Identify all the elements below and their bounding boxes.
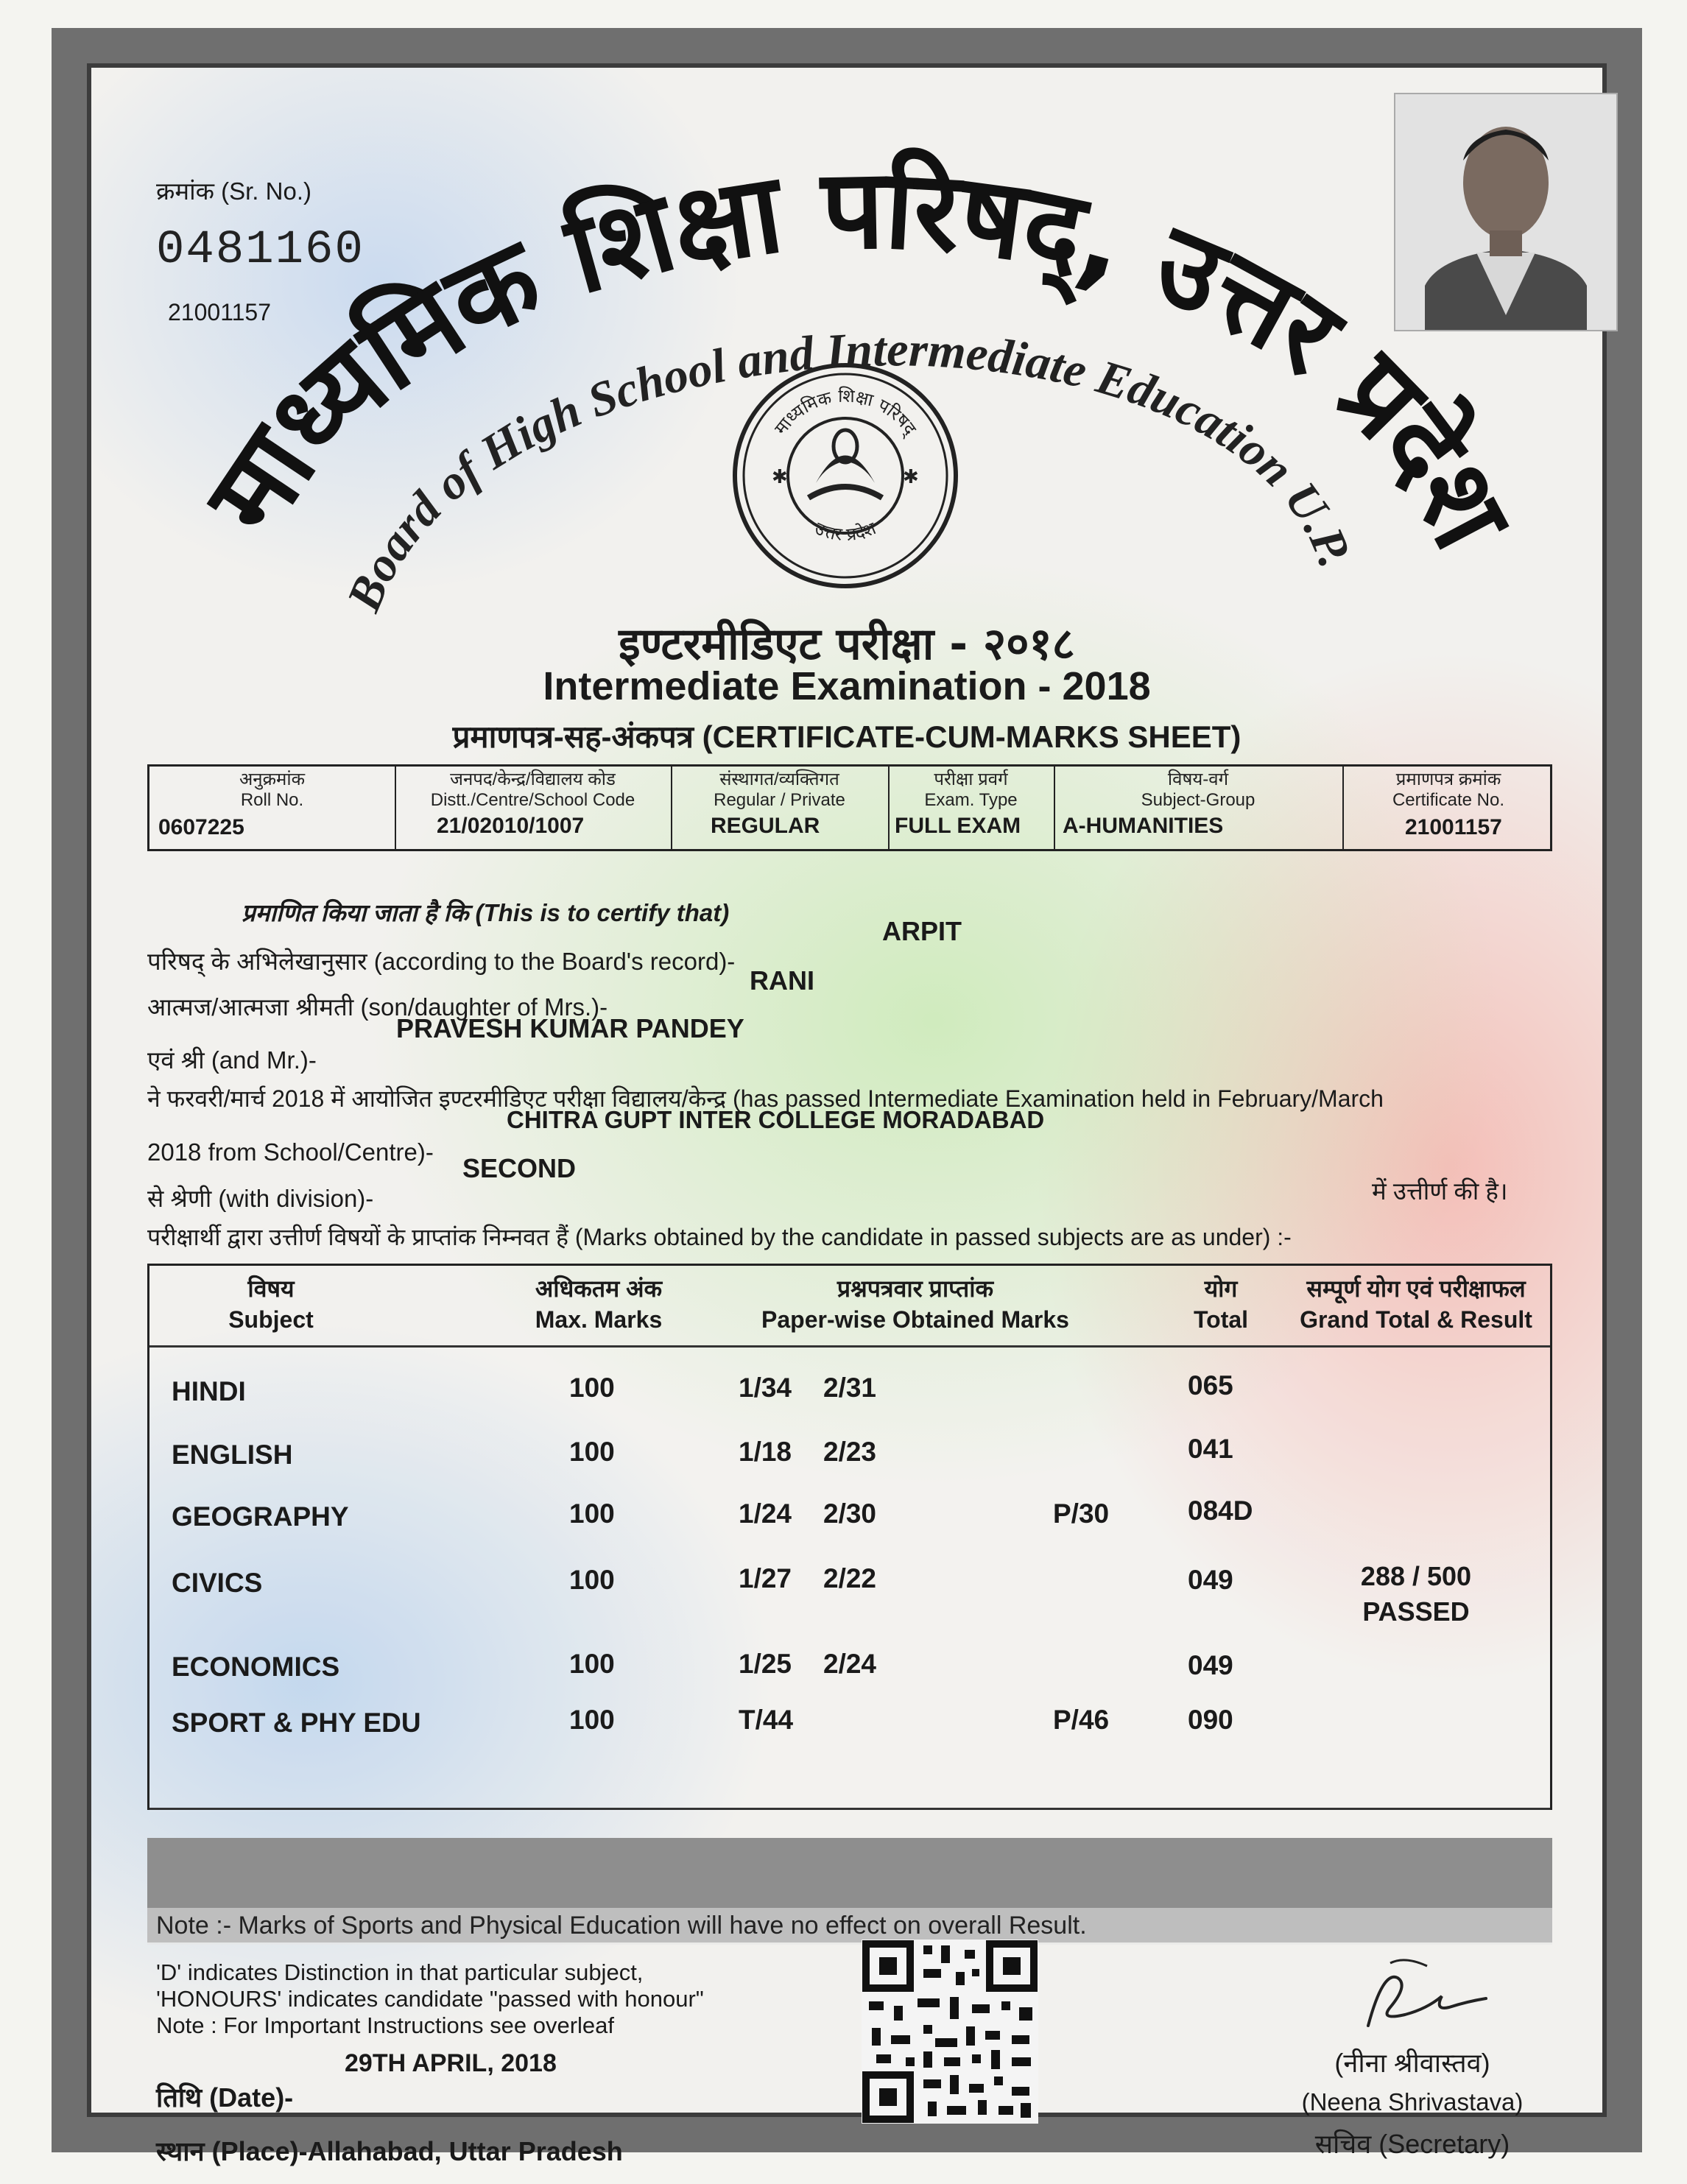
svg-text:✱: ✱: [772, 465, 788, 487]
passed-suffix: में उत्तीर्ण की है।: [1372, 1177, 1508, 1205]
row-paper-2: 2/23: [823, 1437, 877, 1467]
row-subject: SPORT & PHY EDU: [172, 1708, 421, 1738]
row-subject: ECONOMICS: [172, 1652, 340, 1682]
marks-intro: परीक्षार्थी द्वारा उत्तीर्ण विषयों के प्राप्तांक निम्नवत हैं (Marks obtained by the candidate in passed subjects are as under) :-: [147, 1224, 1292, 1250]
row-practical: P/46: [1053, 1705, 1110, 1735]
board-seal: [728, 358, 963, 593]
candidate-name: ARPIT: [882, 916, 962, 946]
header-max-marks: अधिकतम अंक Max. Marks: [535, 1275, 663, 1333]
grand-total-result: [1313, 1559, 1519, 1630]
from-label: 2018 from School/Centre)-: [147, 1138, 434, 1166]
father-label: एवं श्री (and Mr.)-: [147, 1046, 317, 1074]
serial-number: 0481160: [156, 224, 364, 277]
passed-label: ने फरवरी/मार्च 2018 में आयोजित इण्टरमीडिएट परीक्षा विद्यालय/केन्द्र (has passed Intermediate Examination held in February/March: [147, 1085, 1384, 1112]
row-paper-1: 1/25: [739, 1649, 792, 1679]
row-total: 049: [1188, 1565, 1233, 1595]
row-paper-2: 2/31: [823, 1373, 877, 1403]
row-total: 084D: [1188, 1496, 1253, 1526]
instructions-note: Note : For Important Instructions see overleaf: [156, 2012, 614, 2038]
serial-label: क्रमांक (Sr. No.): [156, 177, 311, 205]
issue-place: Allahabad, Uttar Pradesh: [307, 2136, 623, 2166]
board-english-name: Board of High School and Intermediate Education U.P.: [337, 323, 1363, 619]
svg-text:✱: ✱: [903, 465, 919, 487]
exam-type: FULL EXAM: [895, 814, 1021, 838]
row-paper-1: 1/34: [739, 1373, 792, 1403]
sports-note: Note :- Marks of Sports and Physical Education will have no effect on overall Result.: [156, 1912, 1087, 1940]
svg-text:उत्तर प्रदेश: [811, 518, 879, 545]
father-name: PRAVESH KUMAR PANDEY: [396, 1013, 744, 1043]
svg-text:माध्यमिक शिक्षा परिषद्: [770, 386, 921, 441]
row-total: 041: [1188, 1434, 1233, 1464]
seal-bottom-text: उत्तर प्रदेश: [811, 518, 879, 546]
exam-title-hindi: इण्टरमीडिएट परीक्षा - २०१८: [619, 619, 1075, 670]
qr-code: [862, 1940, 1038, 2124]
exam-title-english: Intermediate Examination - 2018: [543, 664, 1151, 708]
row-max: 100: [569, 1649, 615, 1679]
row-max: 100: [569, 1705, 615, 1735]
header-paper-wise: प्रश्नपत्रवार प्राप्तांक Paper-wise Obtained Marks: [761, 1275, 1069, 1333]
info-header-certificate: प्रमाणपत्र क्रमांक Certificate No.: [1392, 769, 1505, 810]
division-label: से श्रेणी (with division)-: [147, 1185, 374, 1212]
seal-top-text: माध्यमिक शिक्षा परिषद्: [770, 385, 921, 439]
info-header-regular: संस्थागत/व्यक्तिगत Regular / Private: [714, 769, 845, 810]
info-header-subject-group: विषय-वर्ग Subject-Group: [1141, 769, 1255, 810]
info-header-code: जनपद/केन्द्र/विद्यालय कोड Distt./Centre/School Code: [430, 769, 635, 810]
secretary-name-english: (Neena Shrivastava): [1301, 2088, 1524, 2116]
place-line: [156, 2132, 623, 2169]
row-paper-1: 1/18: [739, 1437, 792, 1467]
row-total: 065: [1188, 1370, 1233, 1401]
school-code: 21/02010/1007: [437, 814, 585, 838]
row-max: 100: [569, 1373, 615, 1403]
row-subject: GEOGRAPHY: [172, 1501, 349, 1532]
subject-group: A-HUMANITIES: [1063, 814, 1224, 838]
secretary-signature: [1339, 1956, 1501, 2044]
record-label: परिषद् के अभिलेखानुसार (according to the Board's record)-: [147, 948, 736, 975]
date-label: तिथि (Date)-: [156, 2082, 294, 2113]
row-max: 100: [569, 1498, 615, 1529]
header-total: योग Total: [1193, 1275, 1249, 1333]
certify-heading: प्रमाणित किया जाता है कि (This is to certify that): [242, 899, 730, 926]
row-max: 100: [569, 1437, 615, 1467]
result: PASSED: [1362, 1596, 1470, 1627]
row-paper-2: 2/30: [823, 1498, 877, 1529]
roll-number: 0607225: [158, 815, 244, 839]
mother-name: RANI: [750, 965, 814, 996]
footer-notes: [156, 1959, 704, 2039]
row-subject: CIVICS: [172, 1568, 263, 1598]
info-table: [147, 764, 1552, 851]
row-paper-1: 1/24: [739, 1498, 792, 1529]
row-subject: ENGLISH: [172, 1440, 293, 1470]
board-hindi-name: माध्यमिक शिक्षा परिषद्, उत्तर प्रदेश: [181, 145, 1535, 568]
row-subject: HINDI: [172, 1376, 246, 1406]
marksheet: [52, 28, 1642, 2166]
division: SECOND: [462, 1153, 577, 1183]
row-total: 090: [1188, 1705, 1233, 1735]
grand-total: 288 / 500: [1360, 1561, 1472, 1591]
exam-subtitle: प्रमाणपत्र-सह-अंकपत्र (CERTIFICATE-CUM-MARKS SHEET): [452, 719, 1242, 754]
row-practical: P/30: [1053, 1498, 1110, 1529]
header-grand-total: सम्पूर्ण योग एवं परीक्षाफल Grand Total & Result: [1300, 1275, 1532, 1333]
row-max: 100: [569, 1565, 615, 1595]
row-paper-2: 2/22: [823, 1563, 877, 1593]
header-subject: विषय Subject: [228, 1275, 314, 1333]
row-total: 049: [1188, 1650, 1233, 1680]
candidate-type: REGULAR: [711, 814, 820, 838]
info-header-roll: अनुक्रमांक Roll No.: [239, 769, 306, 810]
info-header-exam-type: परीक्षा प्रवर्ग Exam. Type: [924, 769, 1018, 810]
distinction-note: 'D' indicates Distinction in that particular subject,: [156, 1959, 644, 1985]
school-name: CHITRA GUPT INTER COLLEGE MORADABAD: [507, 1106, 1045, 1133]
certificate-number: 21001157: [1405, 815, 1502, 839]
row-paper-1: T/44: [739, 1705, 794, 1735]
row-paper-1: 1/27: [739, 1563, 792, 1593]
place-label: स्थान (Place)-: [156, 2136, 308, 2166]
secretary-name-hindi: (नीना श्रीवास्तव): [1334, 2048, 1490, 2078]
row-paper-2: 2/24: [823, 1649, 877, 1679]
marks-table: [147, 1264, 1552, 1810]
mother-label: आत्मज/आत्मजा श्रीमती (son/daughter of Mrs.)-: [147, 993, 608, 1021]
issue-date: 29TH APRIL, 2018: [345, 2049, 557, 2077]
honours-note: 'HONOURS' indicates candidate "passed with honour": [156, 1986, 704, 2012]
serial-sub-number: 21001157: [168, 299, 271, 325]
secretary-title: सचिव (Secretary): [1314, 2129, 1510, 2159]
